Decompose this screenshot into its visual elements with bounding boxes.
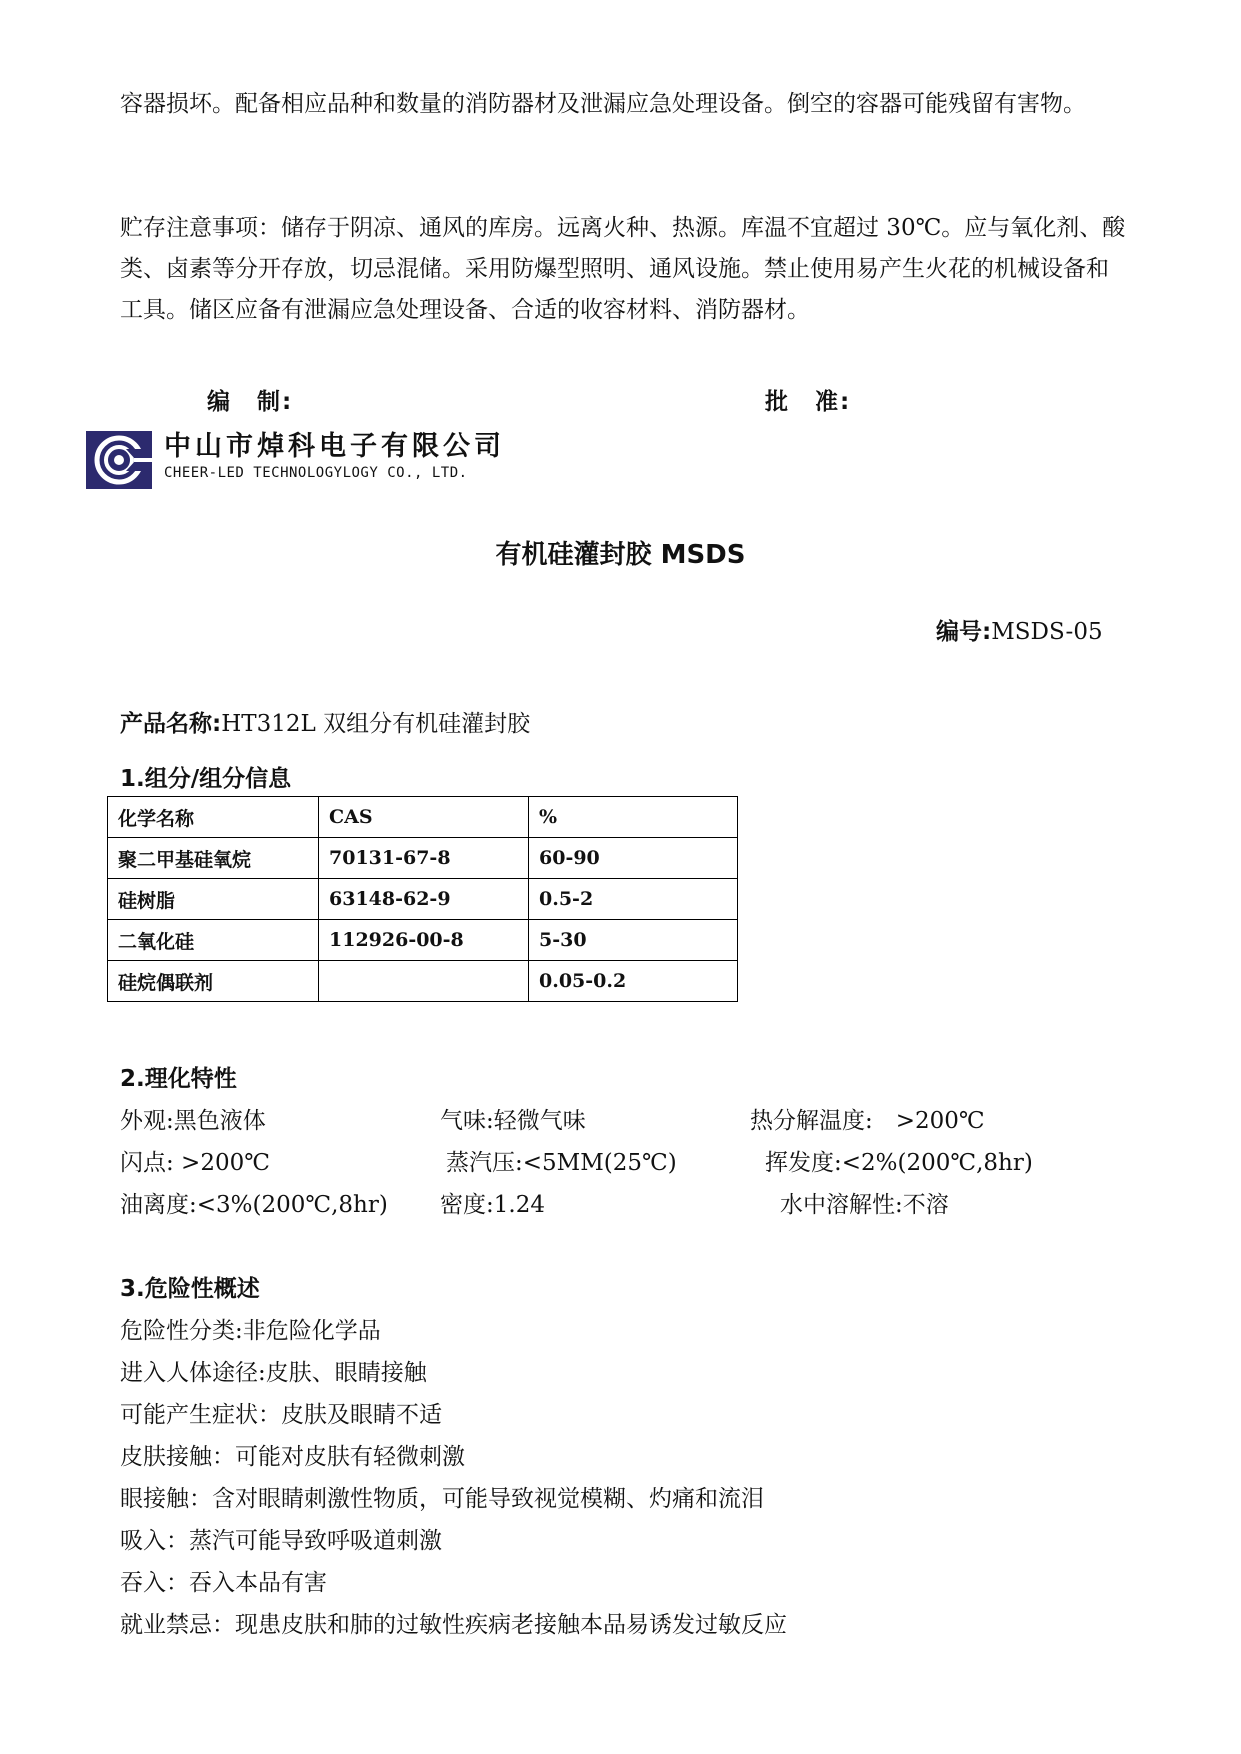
property-item: 外观:黑色液体	[120, 1108, 266, 1134]
property-item: 蒸汽压:<5MM(25℃)	[446, 1150, 677, 1176]
property-item: 闪点: >200℃	[120, 1150, 270, 1176]
hazard-line: 就业禁忌：现患皮肤和肺的过敏性疾病老接触本品易诱发过敏反应	[120, 1612, 787, 1638]
document-number	[936, 613, 1103, 646]
document-number-label: 编号:	[936, 619, 992, 645]
property-item: 气味:轻微气味	[440, 1108, 586, 1134]
document-number-value: MSDS-05	[991, 619, 1103, 645]
hazard-line: 吸入：蒸汽可能导致呼吸道刺激	[120, 1528, 442, 1554]
column-header: %	[529, 797, 738, 838]
table-row	[108, 961, 738, 1002]
table-cell: 0.5-2	[529, 879, 738, 920]
table-cell: 0.05-0.2	[529, 961, 738, 1002]
table-cell: 70131-67-8	[319, 838, 529, 879]
continued-paragraph: 容器损坏。配备相应品种和数量的消防器材及泄漏应急处理设备。倒空的容器可能残留有害物。	[120, 91, 1086, 117]
table-cell: 5-30	[529, 920, 738, 961]
hazard-line: 皮肤接触：可能对皮肤有轻微刺激	[120, 1444, 465, 1470]
property-item: 水中溶解性:不溶	[780, 1192, 949, 1218]
table-row	[108, 879, 738, 920]
product-name-label: 产品名称:	[120, 711, 222, 737]
product-name-value: HT312L 双组分有机硅灌封胶	[221, 711, 531, 737]
company-name-en: CHEER-LED TECHNOLOGYLOGY CO., LTD.	[164, 465, 468, 481]
section2-heading: 2.理化特性	[120, 1066, 237, 1092]
table-cell: 112926-00-8	[319, 920, 529, 961]
property-item: 热分解温度: >200℃	[750, 1108, 985, 1134]
table-cell: 硅烷偶联剂	[108, 961, 319, 1002]
storage-paragraph: 贮存注意事项：储存于阴凉、通风的库房。远离火种、热源。库温不宜超过 30℃。应与氧化剂、酸类、卤素等分开存放，切忌混储。采用防爆型照明、通风设施。禁止使用易产生火花的机械设备和工具。储区应备有泄漏应急处理设备、合适的收容材料、消防器材。	[120, 215, 1126, 323]
table-row	[108, 920, 738, 961]
table-cell: 60-90	[529, 838, 738, 879]
property-item: 挥发度:<2%(200℃,8hr)	[765, 1150, 1033, 1176]
prepared-by-label: 编 制:	[207, 389, 294, 415]
composition-table	[107, 796, 738, 1002]
table-cell	[319, 961, 529, 1002]
hazard-line: 眼接触：含对眼睛刺激性物质，可能导致视觉模糊、灼痛和流泪	[120, 1486, 764, 1512]
hazard-line: 可能产生症状：皮肤及眼睛不适	[120, 1402, 442, 1428]
table-row	[108, 838, 738, 879]
product-name	[120, 705, 530, 738]
section1-heading: 1.组分/组分信息	[120, 766, 292, 792]
property-item: 密度:1.24	[440, 1192, 545, 1218]
column-header: 化学名称	[108, 797, 319, 838]
table-cell: 二氧化硅	[108, 920, 319, 961]
hazard-line: 进入人体途径:皮肤、眼睛接触	[120, 1360, 427, 1386]
property-item: 油离度:<3%(200℃,8hr)	[120, 1192, 388, 1218]
column-header: CAS	[319, 797, 529, 838]
company-name-cn: 中山市焯科电子有限公司	[164, 431, 505, 462]
company-logo	[86, 431, 152, 489]
table-cell: 聚二甲基硅氧烷	[108, 838, 319, 879]
document-title: 有机硅灌封胶 MSDS	[495, 540, 746, 570]
hazard-line: 危险性分类:非危险化学品	[120, 1318, 381, 1344]
section3-heading: 3.危险性概述	[120, 1276, 260, 1302]
approved-by-label: 批 准:	[765, 389, 852, 415]
table-header-row	[108, 797, 738, 838]
hazard-line: 吞入：吞入本品有害	[120, 1570, 327, 1596]
table-cell: 硅树脂	[108, 879, 319, 920]
table-cell: 63148-62-9	[319, 879, 529, 920]
